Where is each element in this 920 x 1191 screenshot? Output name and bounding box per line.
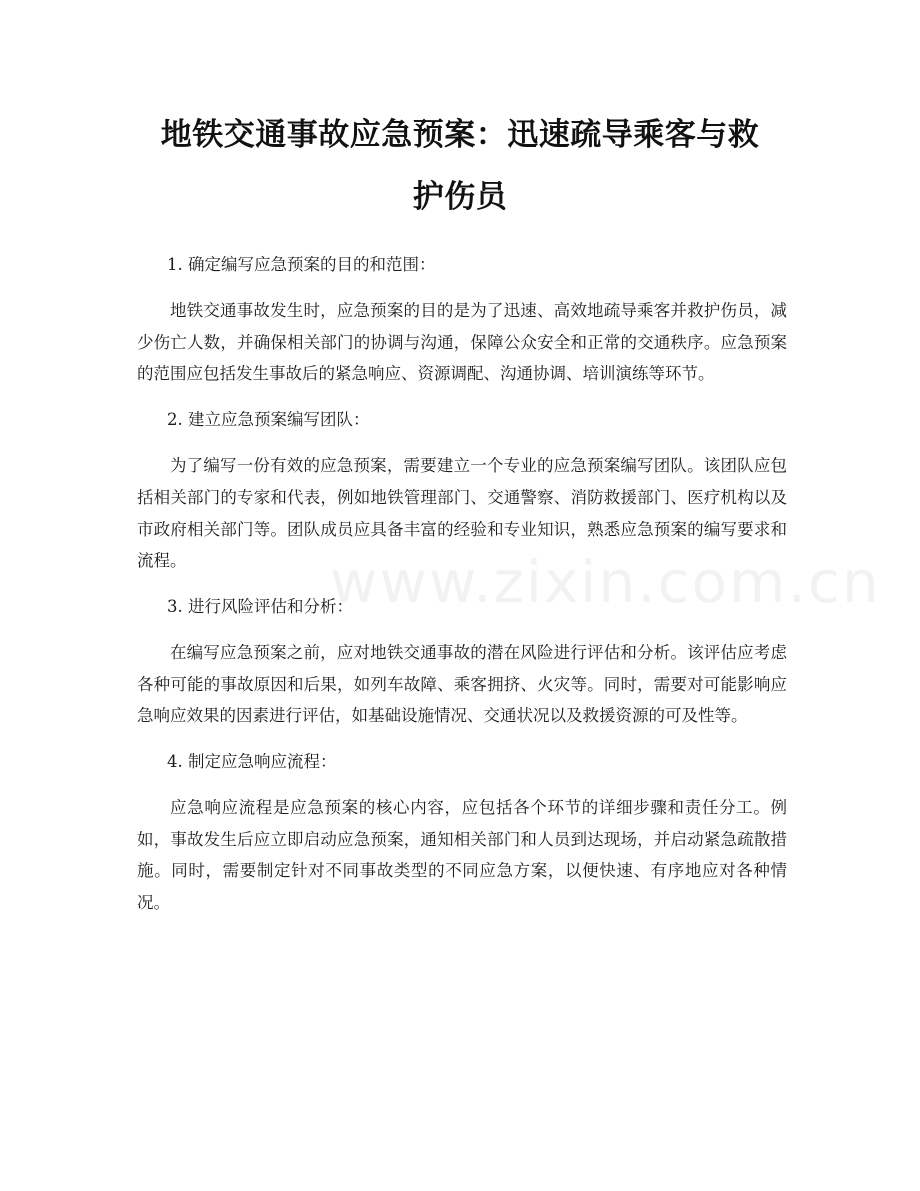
document-title-line-2: 护伤员 bbox=[412, 179, 508, 215]
section-paragraph-1: 地铁交通事故发生时，应急预案的目的是为了迅速、高效地疏导乘客并救护伤员，减少伤亡人数，并确保相关部门的协调与沟通，保障公众安全和正常的交通秩序。应急预案的范围应包括发生事故后的紧急响应、资源调配、沟通协调、培训演练等环节。 bbox=[137, 301, 787, 384]
watermark-text: www.zixin.com.cn bbox=[330, 548, 881, 616]
section-heading-3: 3. 进行风险评估和分析： bbox=[167, 596, 353, 616]
section-heading-2: 2. 建立应急预案编写团队： bbox=[167, 410, 370, 430]
section-paragraph-4: 应急响应流程是应急预案的核心内容，应包括各个环节的详细步骤和责任分工。例如，事故发生后应立即启动应急预案，通知相关部门和人员到达现场，并启动紧急疏散措施。同时，需要制定针对不同事故类型的不同应急方案，以便快速、有序地应对各种情况。 bbox=[137, 798, 787, 913]
section-heading-1: 1. 确定编写应急预案的目的和范围： bbox=[167, 255, 436, 274]
document-title-line-1: 地铁交通事故应急预案：迅速疏导乘客与救 bbox=[160, 117, 760, 153]
section-paragraph-2: 为了编写一份有效的应急预案，需要建立一个专业的应急预案编写团队。该团队应包括相关部门的专家和代表，例如地铁管理部门、交通警察、消防救援部门、医疗机构以及市政府相关部门等。团队成员应具备丰富的经验和专业知识，熟悉应急预案的编写要求和流程。 bbox=[137, 456, 787, 571]
document-title bbox=[100, 104, 820, 228]
section-heading-4: 4. 制定应急响应流程： bbox=[167, 752, 337, 772]
section-paragraph-3: 在编写应急预案之前，应对地铁交通事故的潜在风险进行评估和分析。该评估应考虑各种可能的事故原因和后果，如列车故障、乘客拥挤、火灾等。同时，需要对可能影响应急响应效果的因素进行评估，如基础设施情况、交通状况以及救援资源的可及性等。 bbox=[137, 642, 787, 726]
document-body bbox=[137, 250, 787, 919]
